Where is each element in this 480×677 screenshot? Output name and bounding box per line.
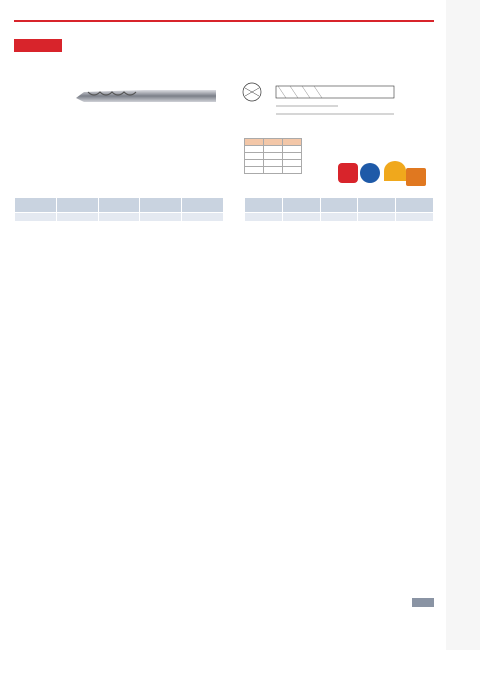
col-flute [320, 198, 358, 213]
col-flute-en [98, 213, 140, 222]
col-overall-en [140, 213, 182, 222]
col-flute [98, 198, 140, 213]
carbide-badge [338, 163, 358, 183]
col-code [15, 198, 57, 213]
size-table-right [244, 197, 434, 222]
size-table-left [14, 197, 224, 222]
drill-dimension-diagram [238, 80, 396, 122]
col-dia-en [282, 213, 320, 222]
col-overall [358, 198, 396, 213]
col-class [182, 198, 224, 213]
col-flute-en [320, 213, 358, 222]
drill-photo [74, 78, 218, 112]
spec-badges [338, 161, 434, 187]
next-button[interactable] [412, 598, 434, 607]
col-dia-en [56, 213, 98, 222]
col-dia [282, 198, 320, 213]
col-class-en [182, 213, 224, 222]
col-code-en [15, 213, 57, 222]
header-rule [14, 20, 434, 22]
product-code [14, 39, 62, 52]
col-class-en [396, 213, 434, 222]
col-overall-en [358, 213, 396, 222]
brand-logo [14, 6, 62, 18]
dia-badge [360, 163, 380, 183]
col-class [396, 198, 434, 213]
col-code-en [245, 213, 283, 222]
col-overall [140, 198, 182, 213]
col-code [245, 198, 283, 213]
point-angle-badge [384, 161, 406, 181]
helix-angle-badge [406, 168, 426, 186]
sidebar-tab-drill[interactable] [452, 20, 474, 50]
col-dia [56, 198, 98, 213]
tolerance-table [244, 138, 302, 174]
sidebar [446, 0, 480, 650]
